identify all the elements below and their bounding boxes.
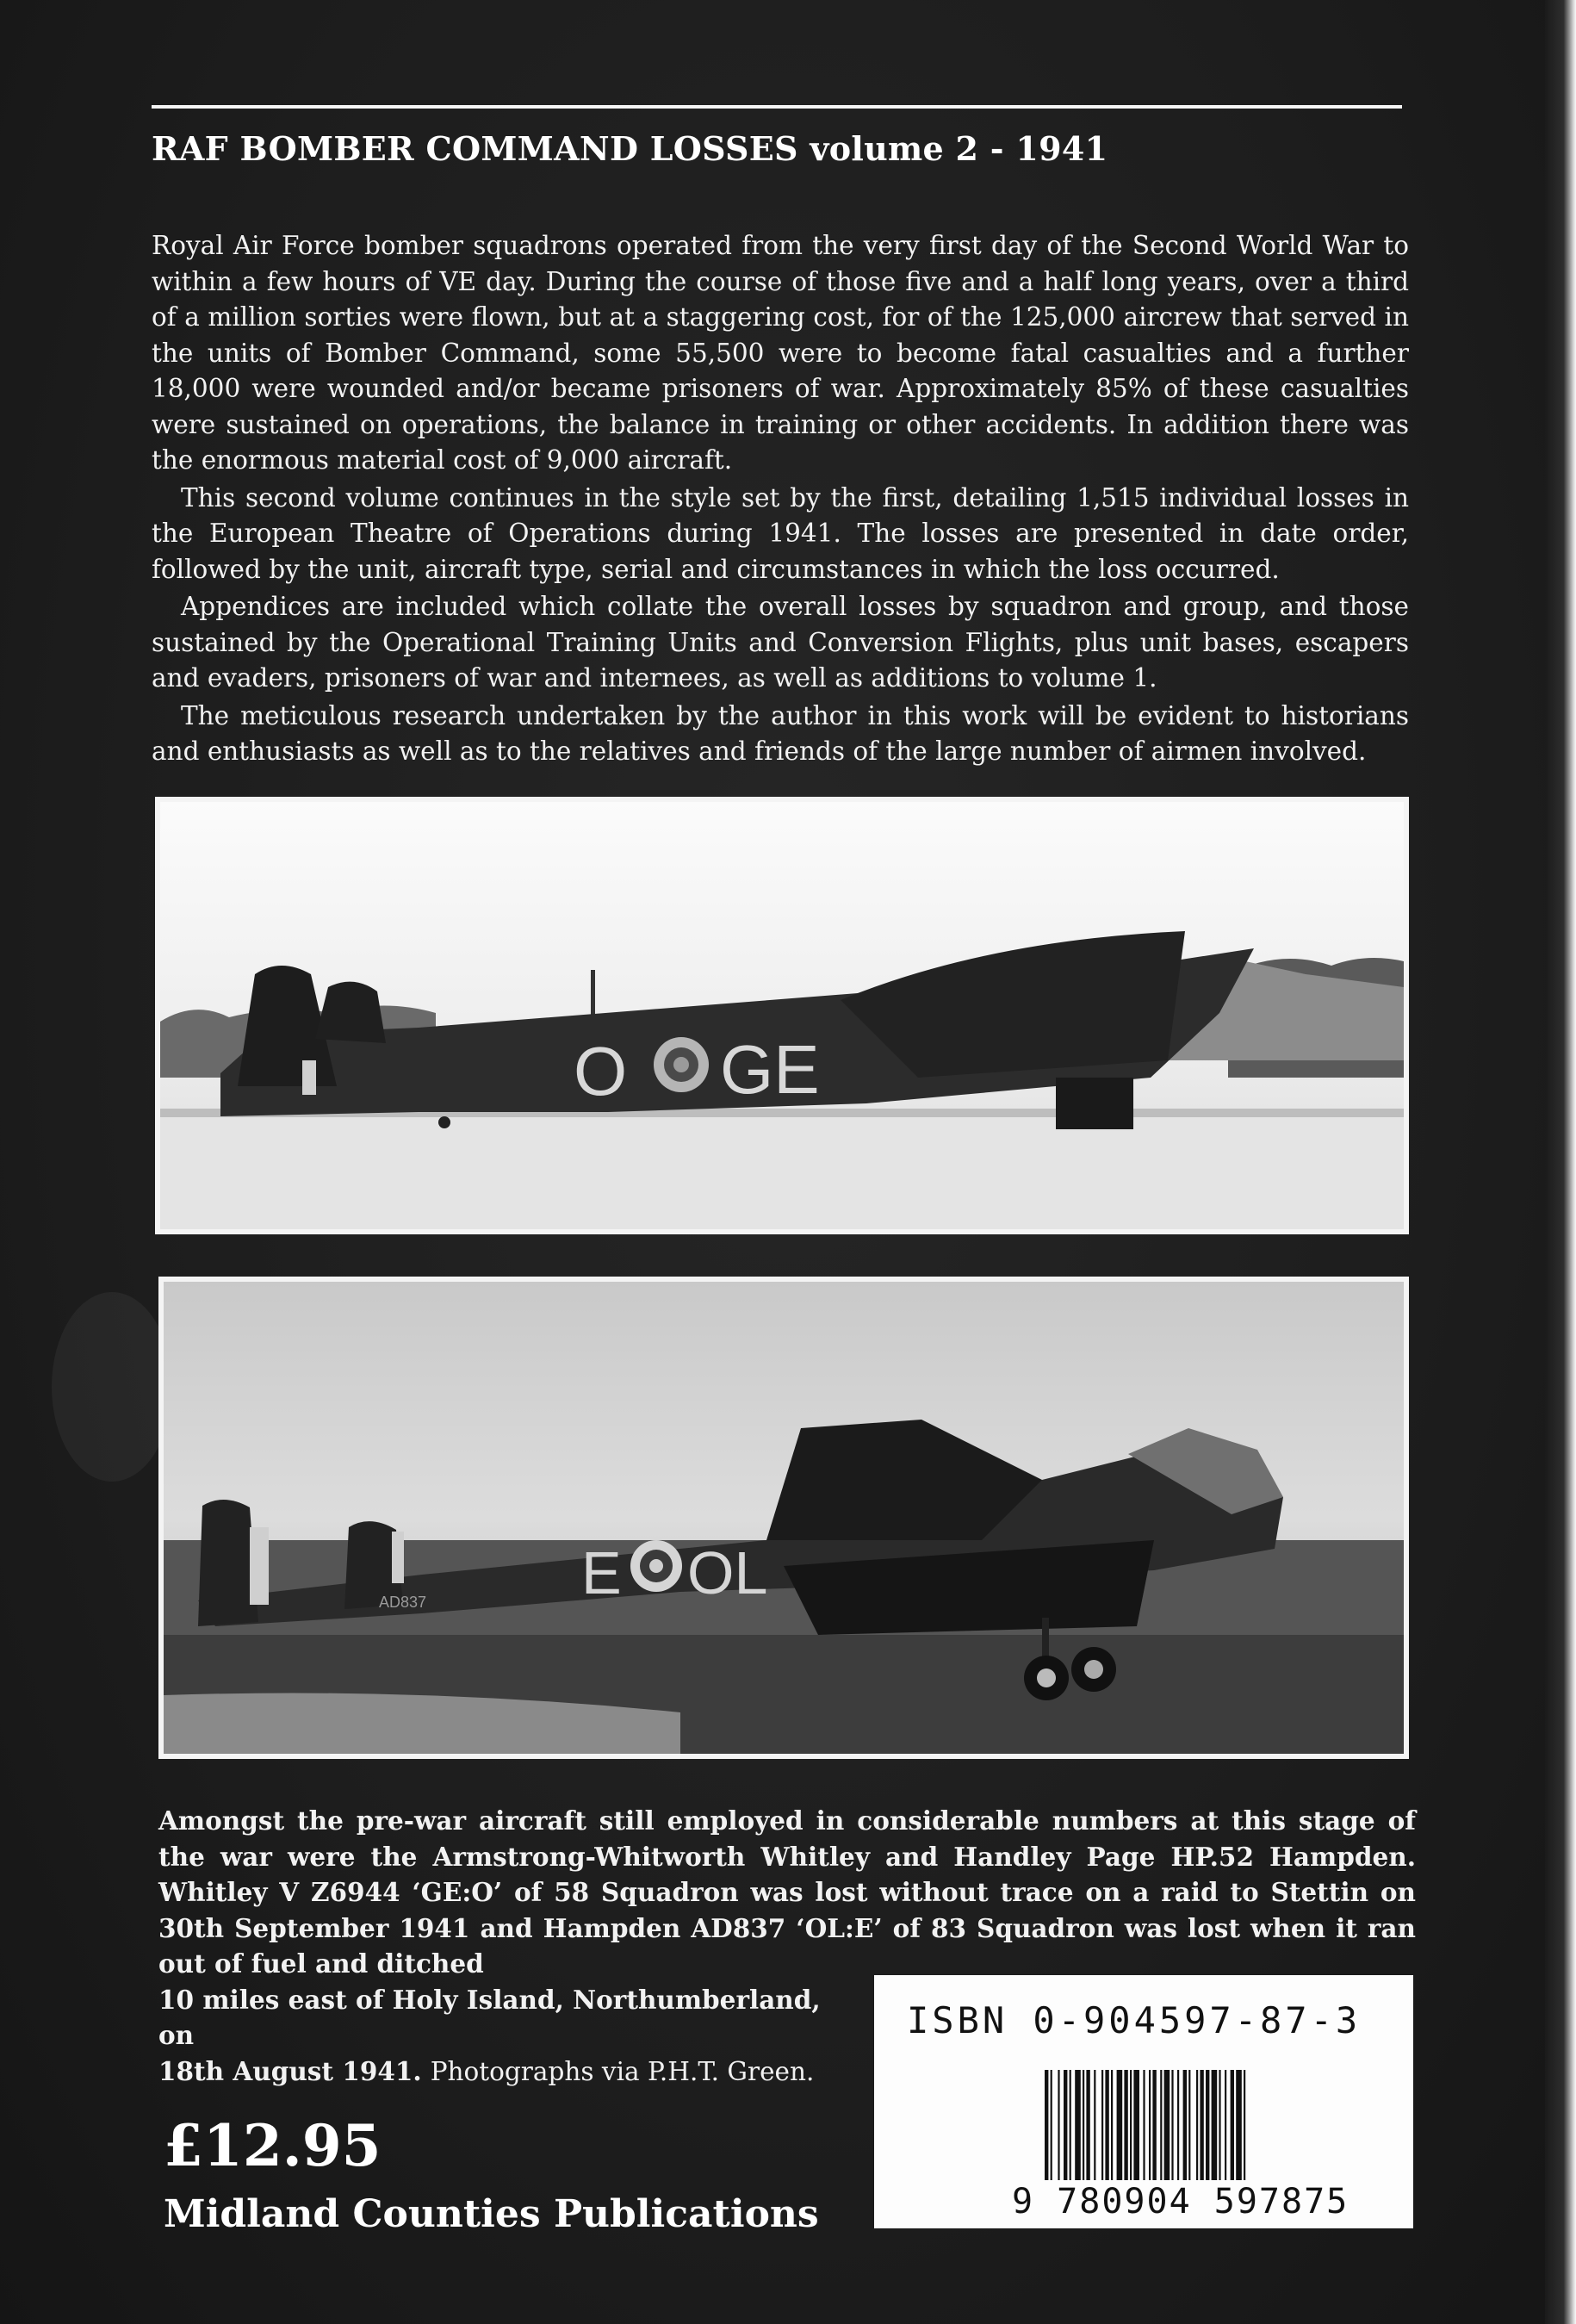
blurb-paragraph: The meticulous research undertaken by the author in this work will be evident to historians and enthusiasts as well as to the relatives and friends of the large number of airmen involved. — [152, 700, 1409, 766]
whitley-aircraft-image — [160, 802, 1404, 1229]
whitley-photo — [155, 797, 1409, 1234]
aircraft-serial: AD837 — [379, 1594, 427, 1611]
code-letters-ge: GE — [720, 1031, 820, 1108]
isbn-barcode-box — [874, 1975, 1413, 2228]
cover-edge — [1545, 0, 1576, 2324]
barcode-number: 9 780904 597875 — [1012, 2182, 1350, 2221]
hampden-aircraft-image — [164, 1282, 1404, 1754]
caption-text-continued: 10 miles east of Holy Island, Northumberland, on — [158, 1984, 821, 2050]
cover-wear — [52, 1292, 172, 1482]
publisher-name: Midland Counties Publications — [164, 2192, 819, 2236]
code-letters-ol: OL — [687, 1539, 768, 1606]
blurb-paragraph: Royal Air Force bomber squadrons operated from the very first day of the Second World War to within a few hours of VE day. During the course of those five and a half long years, over a third of a million sorties were flown, but at a staggering cost, for of the 125,000 aircrew that served in the units of Bomber Command, some 55,500 were to become fatal casualties and a further 18,000 were wounded and/or became prisoners of war. Approximately 85% of these casualties were sustained on operations, the balance in training or other accidents. In addition there was the enormous material cost of 9,000 aircraft. — [152, 231, 1409, 475]
caption-text-end — [158, 2054, 865, 2091]
caption-date: 18th August 1941. — [158, 2055, 422, 2086]
blurb-paragraph: Appendices are included which collate the overall losses by squadron and group, and those sustained by the Operational Training Units and Conversion Flights, plus unit bases, escapers and evaders, prisoners of war and internees, as well as additions to volume 1. — [152, 592, 1409, 693]
hampden-photo — [158, 1277, 1409, 1759]
code-letter-e: E — [581, 1539, 622, 1606]
isbn-label: ISBN 0-904597-87-3 — [907, 1999, 1362, 2041]
code-letter-o: O — [574, 1033, 628, 1109]
barcode-icon — [1045, 2070, 1386, 2180]
book-title: RAF BOMBER COMMAND LOSSES volume 2 - 1941 — [152, 129, 1108, 168]
blurb-paragraph: This second volume continues in the style set by the first, detailing 1,515 individual losses in the European Theatre of Operations during 1941. The losses are presented in date order, followed by the unit, aircraft type, serial and circumstances in which the loss occurred. — [152, 482, 1409, 584]
caption-text: Amongst the pre-war aircraft still employed in considerable numbers at this stage of the war were the Armstrong-Whitworth Whitley and Handley Page HP.52 Hampden. Whitley V Z6944 ‘GE:O’ of 58 Squadron was lost without trace on a raid to Stettin on 30th September 1941 and Hampden AD837 ‘OL:E’ of 83 Squadron was lost when it ran out of fuel and ditched — [158, 1805, 1416, 1979]
price: £12.95 — [164, 2112, 382, 2179]
photo-credit: Photographs via P.H.T. Green. — [430, 2056, 815, 2086]
top-rule — [152, 105, 1402, 109]
blurb-text — [152, 228, 1409, 772]
